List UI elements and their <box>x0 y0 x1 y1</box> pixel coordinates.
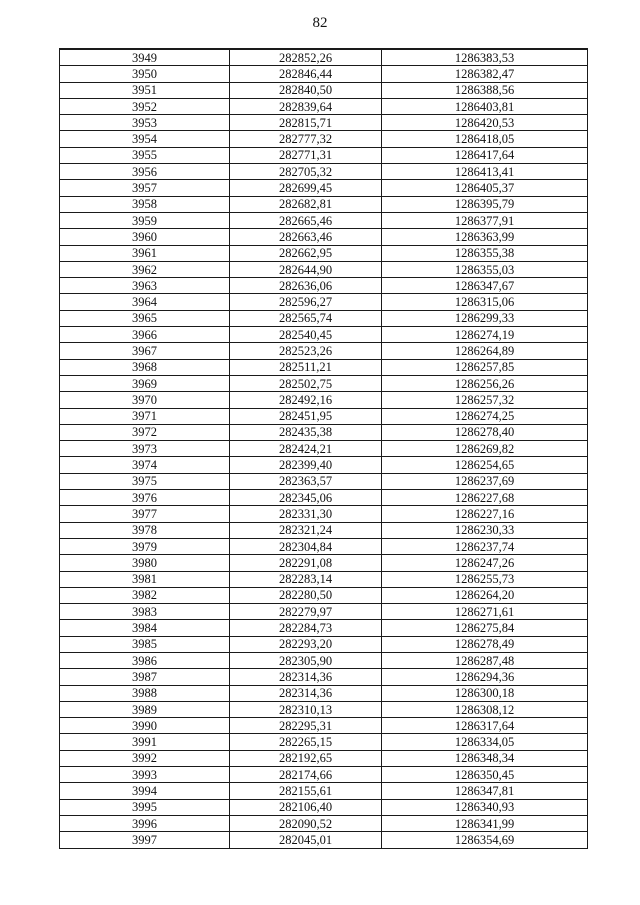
x-coordinate-cell: 282399,40 <box>230 457 382 473</box>
y-coordinate-cell: 1286227,68 <box>382 490 588 506</box>
table-row <box>60 229 588 245</box>
x-coordinate-cell: 282279,97 <box>230 604 382 620</box>
x-coordinate-cell: 282636,06 <box>230 278 382 294</box>
x-coordinate-cell: 282310,13 <box>230 701 382 717</box>
y-coordinate-cell: 1286382,47 <box>382 66 588 82</box>
y-coordinate-cell: 1286350,45 <box>382 767 588 783</box>
x-coordinate-cell: 282435,38 <box>230 424 382 440</box>
table-row <box>60 538 588 554</box>
y-coordinate-cell: 1286363,99 <box>382 229 588 245</box>
x-coordinate-cell: 282644,90 <box>230 261 382 277</box>
y-coordinate-cell: 1286347,81 <box>382 783 588 799</box>
y-coordinate-cell: 1286269,82 <box>382 441 588 457</box>
point-number-cell: 3964 <box>60 294 230 310</box>
point-number-cell: 3978 <box>60 522 230 538</box>
y-coordinate-cell: 1286264,89 <box>382 343 588 359</box>
table-row <box>60 620 588 636</box>
point-number-cell: 3986 <box>60 652 230 668</box>
table-row <box>60 245 588 261</box>
table-row <box>60 506 588 522</box>
point-number-cell: 3983 <box>60 604 230 620</box>
x-coordinate-cell: 282777,32 <box>230 131 382 147</box>
y-coordinate-cell: 1286317,64 <box>382 718 588 734</box>
y-coordinate-cell: 1286271,61 <box>382 604 588 620</box>
point-number-cell: 3982 <box>60 587 230 603</box>
point-number-cell: 3969 <box>60 375 230 391</box>
x-coordinate-cell: 282663,46 <box>230 229 382 245</box>
x-coordinate-cell: 282502,75 <box>230 375 382 391</box>
table-row <box>60 343 588 359</box>
x-coordinate-cell: 282523,26 <box>230 343 382 359</box>
y-coordinate-cell: 1286275,84 <box>382 620 588 636</box>
point-number-cell: 3965 <box>60 310 230 326</box>
table-row <box>60 783 588 799</box>
y-coordinate-cell: 1286417,64 <box>382 147 588 163</box>
x-coordinate-cell: 282345,06 <box>230 490 382 506</box>
point-number-cell: 3997 <box>60 832 230 848</box>
point-number-cell: 3961 <box>60 245 230 261</box>
table-row <box>60 278 588 294</box>
table-row <box>60 734 588 750</box>
y-coordinate-cell: 1286274,25 <box>382 408 588 424</box>
x-coordinate-cell: 282771,31 <box>230 147 382 163</box>
x-coordinate-cell: 282565,74 <box>230 310 382 326</box>
x-coordinate-cell: 282106,40 <box>230 799 382 815</box>
x-coordinate-cell: 282665,46 <box>230 212 382 228</box>
point-number-cell: 3984 <box>60 620 230 636</box>
point-number-cell: 3971 <box>60 408 230 424</box>
x-coordinate-cell: 282451,95 <box>230 408 382 424</box>
y-coordinate-cell: 1286257,85 <box>382 359 588 375</box>
y-coordinate-cell: 1286340,93 <box>382 799 588 815</box>
table-row <box>60 424 588 440</box>
y-coordinate-cell: 1286255,73 <box>382 571 588 587</box>
x-coordinate-cell: 282293,20 <box>230 636 382 652</box>
table-row <box>60 522 588 538</box>
table-row <box>60 164 588 180</box>
point-number-cell: 3994 <box>60 783 230 799</box>
x-coordinate-cell: 282852,26 <box>230 49 382 66</box>
x-coordinate-cell: 282283,14 <box>230 571 382 587</box>
table-row <box>60 359 588 375</box>
table-row <box>60 294 588 310</box>
point-number-cell: 3955 <box>60 147 230 163</box>
table-row <box>60 408 588 424</box>
coordinates-table-body <box>60 49 588 848</box>
x-coordinate-cell: 282540,45 <box>230 327 382 343</box>
y-coordinate-cell: 1286237,74 <box>382 538 588 554</box>
table-row <box>60 131 588 147</box>
table-row <box>60 98 588 114</box>
x-coordinate-cell: 282280,50 <box>230 587 382 603</box>
x-coordinate-cell: 282839,64 <box>230 98 382 114</box>
table-row <box>60 669 588 685</box>
table-row <box>60 652 588 668</box>
table-row <box>60 636 588 652</box>
table-row <box>60 718 588 734</box>
point-number-cell: 3951 <box>60 82 230 98</box>
y-coordinate-cell: 1286388,56 <box>382 82 588 98</box>
y-coordinate-cell: 1286377,91 <box>382 212 588 228</box>
coordinates-table <box>59 48 588 849</box>
table-row <box>60 473 588 489</box>
y-coordinate-cell: 1286348,34 <box>382 750 588 766</box>
table-row <box>60 555 588 571</box>
table-row <box>60 261 588 277</box>
point-number-cell: 3988 <box>60 685 230 701</box>
table-row <box>60 832 588 848</box>
x-coordinate-cell: 282155,61 <box>230 783 382 799</box>
point-number-cell: 3973 <box>60 441 230 457</box>
x-coordinate-cell: 282321,24 <box>230 522 382 538</box>
point-number-cell: 3970 <box>60 392 230 408</box>
table-row <box>60 799 588 815</box>
x-coordinate-cell: 282511,21 <box>230 359 382 375</box>
x-coordinate-cell: 282045,01 <box>230 832 382 848</box>
x-coordinate-cell: 282815,71 <box>230 115 382 131</box>
point-number-cell: 3974 <box>60 457 230 473</box>
y-coordinate-cell: 1286287,48 <box>382 652 588 668</box>
x-coordinate-cell: 282596,27 <box>230 294 382 310</box>
x-coordinate-cell: 282331,30 <box>230 506 382 522</box>
y-coordinate-cell: 1286355,03 <box>382 261 588 277</box>
x-coordinate-cell: 282846,44 <box>230 66 382 82</box>
table-row <box>60 571 588 587</box>
x-coordinate-cell: 282662,95 <box>230 245 382 261</box>
point-number-cell: 3967 <box>60 343 230 359</box>
x-coordinate-cell: 282314,36 <box>230 685 382 701</box>
point-number-cell: 3966 <box>60 327 230 343</box>
table-row <box>60 750 588 766</box>
y-coordinate-cell: 1286403,81 <box>382 98 588 114</box>
y-coordinate-cell: 1286230,33 <box>382 522 588 538</box>
table-row <box>60 392 588 408</box>
point-number-cell: 3968 <box>60 359 230 375</box>
y-coordinate-cell: 1286341,99 <box>382 815 588 831</box>
x-coordinate-cell: 282304,84 <box>230 538 382 554</box>
x-coordinate-cell: 282291,08 <box>230 555 382 571</box>
table-row <box>60 815 588 831</box>
x-coordinate-cell: 282284,73 <box>230 620 382 636</box>
x-coordinate-cell: 282705,32 <box>230 164 382 180</box>
x-coordinate-cell: 282682,81 <box>230 196 382 212</box>
x-coordinate-cell: 282424,21 <box>230 441 382 457</box>
table-row <box>60 604 588 620</box>
table-row <box>60 196 588 212</box>
point-number-cell: 3960 <box>60 229 230 245</box>
y-coordinate-cell: 1286413,41 <box>382 164 588 180</box>
y-coordinate-cell: 1286278,40 <box>382 424 588 440</box>
y-coordinate-cell: 1286257,32 <box>382 392 588 408</box>
table-row <box>60 327 588 343</box>
x-coordinate-cell: 282305,90 <box>230 652 382 668</box>
y-coordinate-cell: 1286395,79 <box>382 196 588 212</box>
y-coordinate-cell: 1286278,49 <box>382 636 588 652</box>
x-coordinate-cell: 282492,16 <box>230 392 382 408</box>
y-coordinate-cell: 1286254,65 <box>382 457 588 473</box>
point-number-cell: 3979 <box>60 538 230 554</box>
y-coordinate-cell: 1286237,69 <box>382 473 588 489</box>
x-coordinate-cell: 282174,66 <box>230 767 382 783</box>
y-coordinate-cell: 1286405,37 <box>382 180 588 196</box>
table-row <box>60 66 588 82</box>
point-number-cell: 3953 <box>60 115 230 131</box>
point-number-cell: 3958 <box>60 196 230 212</box>
y-coordinate-cell: 1286300,18 <box>382 685 588 701</box>
point-number-cell: 3949 <box>60 49 230 66</box>
table-row <box>60 457 588 473</box>
table-row <box>60 49 588 66</box>
y-coordinate-cell: 1286308,12 <box>382 701 588 717</box>
point-number-cell: 3963 <box>60 278 230 294</box>
y-coordinate-cell: 1286418,05 <box>382 131 588 147</box>
page-number: 82 <box>312 15 328 31</box>
x-coordinate-cell: 282840,50 <box>230 82 382 98</box>
table-row <box>60 115 588 131</box>
y-coordinate-cell: 1286274,19 <box>382 327 588 343</box>
table-row <box>60 767 588 783</box>
point-number-cell: 3956 <box>60 164 230 180</box>
point-number-cell: 3993 <box>60 767 230 783</box>
table-row <box>60 147 588 163</box>
point-number-cell: 3959 <box>60 212 230 228</box>
point-number-cell: 3972 <box>60 424 230 440</box>
y-coordinate-cell: 1286420,53 <box>382 115 588 131</box>
y-coordinate-cell: 1286264,20 <box>382 587 588 603</box>
table-row <box>60 180 588 196</box>
point-number-cell: 3989 <box>60 701 230 717</box>
point-number-cell: 3976 <box>60 490 230 506</box>
point-number-cell: 3995 <box>60 799 230 815</box>
x-coordinate-cell: 282295,31 <box>230 718 382 734</box>
y-coordinate-cell: 1286383,53 <box>382 49 588 66</box>
point-number-cell: 3975 <box>60 473 230 489</box>
point-number-cell: 3992 <box>60 750 230 766</box>
x-coordinate-cell: 282699,45 <box>230 180 382 196</box>
table-row <box>60 375 588 391</box>
y-coordinate-cell: 1286227,16 <box>382 506 588 522</box>
y-coordinate-cell: 1286299,33 <box>382 310 588 326</box>
table-row <box>60 701 588 717</box>
point-number-cell: 3954 <box>60 131 230 147</box>
point-number-cell: 3985 <box>60 636 230 652</box>
table-row <box>60 212 588 228</box>
point-number-cell: 3981 <box>60 571 230 587</box>
y-coordinate-cell: 1286354,69 <box>382 832 588 848</box>
y-coordinate-cell: 1286347,67 <box>382 278 588 294</box>
table-row <box>60 82 588 98</box>
y-coordinate-cell: 1286334,05 <box>382 734 588 750</box>
point-number-cell: 3952 <box>60 98 230 114</box>
point-number-cell: 3977 <box>60 506 230 522</box>
table-row <box>60 490 588 506</box>
point-number-cell: 3996 <box>60 815 230 831</box>
point-number-cell: 3991 <box>60 734 230 750</box>
y-coordinate-cell: 1286294,36 <box>382 669 588 685</box>
x-coordinate-cell: 282314,36 <box>230 669 382 685</box>
y-coordinate-cell: 1286315,06 <box>382 294 588 310</box>
point-number-cell: 3950 <box>60 66 230 82</box>
point-number-cell: 3957 <box>60 180 230 196</box>
point-number-cell: 3980 <box>60 555 230 571</box>
y-coordinate-cell: 1286247,26 <box>382 555 588 571</box>
table-row <box>60 310 588 326</box>
table-row <box>60 587 588 603</box>
x-coordinate-cell: 282090,52 <box>230 815 382 831</box>
point-number-cell: 3962 <box>60 261 230 277</box>
point-number-cell: 3987 <box>60 669 230 685</box>
x-coordinate-cell: 282265,15 <box>230 734 382 750</box>
point-number-cell: 3990 <box>60 718 230 734</box>
y-coordinate-cell: 1286355,38 <box>382 245 588 261</box>
table-row <box>60 685 588 701</box>
y-coordinate-cell: 1286256,26 <box>382 375 588 391</box>
x-coordinate-cell: 282192,65 <box>230 750 382 766</box>
table-row <box>60 441 588 457</box>
x-coordinate-cell: 282363,57 <box>230 473 382 489</box>
